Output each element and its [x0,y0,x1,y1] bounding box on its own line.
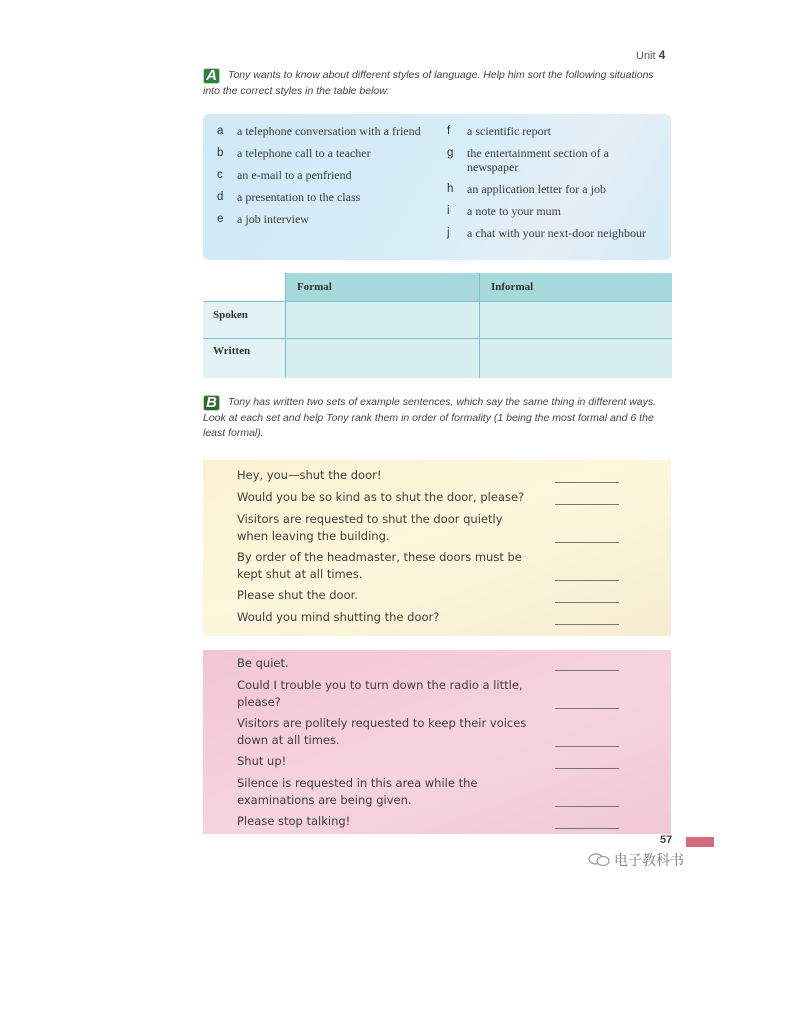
rank-blank[interactable] [555,670,619,671]
situation-item [217,212,432,226]
situation-item [447,226,662,240]
sentence-item: Silence is requested in this area while the examinations are being given. [237,776,478,807]
situations-left-column [217,124,432,234]
item-letter: f [447,125,451,137]
cell-written-informal[interactable] [479,338,672,378]
rank-blank[interactable] [555,482,619,483]
item-text: a telephone call to a teacher [237,146,371,160]
sentence-item: Visitors are requested to shut the door quietly when leaving the building. [237,512,503,543]
sentence-item: Hey, you—shut the door! [237,468,382,482]
item-text: a telephone conversation with a friend [237,124,421,138]
item-letter: h [447,183,454,195]
row-header-written: Written [203,338,285,378]
col-header-informal: Informal [479,273,672,301]
situation-item [217,190,432,204]
situations-right-column [447,124,662,248]
exercise-a-instruction-text: Tony wants to know about different styles of language. Help him sort the following situations into the correct styles in the table below. [203,69,654,97]
situations-box [203,114,671,260]
sentence-set-1-card [203,460,671,636]
rank-blank[interactable] [555,504,619,505]
situation-item [217,124,432,138]
rank-blank[interactable] [555,580,619,581]
item-text: a job interview [237,212,309,226]
row-header-spoken: Spoken [203,301,285,338]
item-text: a chat with your next-door neighbour [467,226,646,240]
situation-item [447,146,662,174]
item-text: an application letter for a job [467,182,606,196]
exercise-a-badge: A [203,68,220,84]
page-number-bar [686,837,714,847]
cell-spoken-formal[interactable] [285,301,479,338]
item-text: an e-mail to a penfriend [237,168,352,182]
sentence-item: Would you mind shutting the door? [237,610,440,624]
sentence-item: Could I trouble you to turn down the radio a little, please? [237,678,523,709]
item-text: a note to your mum [467,204,561,218]
unit-label-text: Unit [636,50,656,62]
situation-item [447,204,662,218]
situation-item [447,124,662,138]
sentence-item: Would you be so kind as to shut the door, please? [237,490,525,504]
unit-label [636,48,665,62]
exercise-b-instruction-text: Tony has written two sets of example sentences, which say the same thing in different ways. Look at each set and help Tony rank them in order of formality (1 being the most formal and 6 the least formal). [203,396,656,439]
exercise-b-badge: B [203,395,220,411]
sentence-item: Please stop talking! [237,814,351,828]
watermark-text: 电子教科书 [614,853,684,869]
rank-blank[interactable] [555,806,619,807]
unit-number: 4 [658,48,666,62]
item-letter: c [217,169,223,181]
style-sort-table [203,273,672,378]
item-letter: d [217,191,224,203]
cell-written-formal[interactable] [285,338,479,378]
exercise-b-instruction [203,395,673,441]
table-divider [203,338,672,339]
sentence-item: By order of the headmaster, these doors must be kept shut at all times. [237,550,522,581]
rank-blank[interactable] [555,768,619,769]
sentence-item: Visitors are politely requested to keep their voices down at all times. [237,716,527,747]
rank-blank[interactable] [555,602,619,603]
exercise-a-instruction [203,68,673,99]
sentence-item: Shut up! [237,754,287,768]
sentence-item: Please shut the door. [237,588,358,602]
table-divider [203,301,672,302]
table-divider [479,273,480,378]
item-letter: g [447,147,454,159]
item-letter: j [447,227,450,239]
chat-bubbles-icon [588,853,610,867]
item-text: a scientific report [467,124,551,138]
item-text: the entertainment section of a newspaper [467,146,609,174]
sentence-set-2-card [203,650,671,834]
rank-blank[interactable] [555,624,619,625]
rank-blank[interactable] [555,828,619,829]
sentence-item: Be quiet. [237,656,289,670]
item-letter: e [217,213,224,225]
item-letter: i [447,205,450,217]
col-header-formal: Formal [285,273,479,301]
watermark [588,850,684,870]
rank-blank[interactable] [555,542,619,543]
item-letter: a [217,125,224,137]
page-number: 57 [660,834,673,846]
cell-spoken-informal[interactable] [479,301,672,338]
situation-item [217,146,432,160]
situation-item [447,182,662,196]
item-letter: b [217,147,224,159]
item-text: a presentation to the class [237,190,361,204]
rank-blank[interactable] [555,708,619,709]
table-divider [285,273,286,378]
rank-blank[interactable] [555,746,619,747]
situation-item [217,168,432,182]
